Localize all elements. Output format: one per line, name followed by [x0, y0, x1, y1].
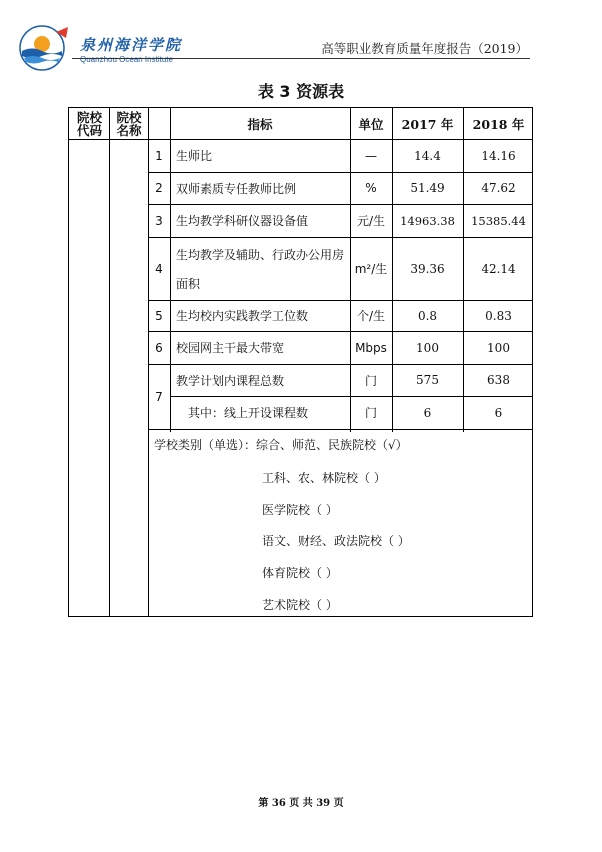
- unit-cell: m²/生: [354, 262, 388, 276]
- school-category-option: 体育院校（ ）: [262, 566, 338, 580]
- unit-cell: —: [365, 148, 377, 163]
- value-2018-cell: 0.83: [485, 308, 512, 323]
- sub-unit-cell: 门: [364, 406, 377, 420]
- indicator-cell: 生师比: [176, 149, 213, 163]
- header-school-code: 院校代码: [76, 110, 102, 138]
- value-2018-cell: 100: [487, 340, 510, 355]
- school-logo-icon: [16, 24, 72, 74]
- school-category-option: 艺术院校（ ）: [262, 598, 338, 612]
- header-school-name: 院校名称: [116, 110, 142, 138]
- school-category-option: 工科、农、林院校（ ）: [262, 471, 386, 485]
- header-2018: 2018 年: [472, 116, 525, 132]
- value-2018-cell: 42.14: [481, 261, 516, 276]
- school-category-option: 语文、财经、政法院校（ ）: [262, 534, 410, 548]
- row-number: 3: [155, 213, 163, 228]
- row-number: 2: [155, 181, 163, 195]
- value-2017-cell: 39.36: [410, 261, 445, 276]
- sub-value-2018-cell: 6: [494, 405, 503, 420]
- row-number: 1: [155, 148, 163, 163]
- page-number: 第 36 页 共 39 页: [258, 798, 344, 809]
- report-title: 高等职业教育质量年度报告（2019）: [321, 41, 528, 56]
- row-number: 6: [155, 340, 163, 355]
- col-divider: [109, 108, 110, 616]
- header-divider: [72, 58, 530, 59]
- value-2017-cell: 575: [416, 373, 439, 387]
- sub-indicator-cell: 其中：线上开设课程数: [188, 406, 309, 420]
- value-2017-cell: 51.49: [410, 181, 445, 195]
- unit-cell: 元/生: [356, 214, 386, 228]
- header-unit: 单位: [358, 116, 384, 132]
- header-2017: 2017 年: [401, 116, 454, 132]
- unit-cell: %: [365, 181, 377, 195]
- row-number: 5: [155, 308, 163, 323]
- header-indicator: 指标: [247, 116, 273, 132]
- unit-cell: 门: [364, 373, 377, 388]
- col-divider: [170, 108, 171, 432]
- school-name-en: Quanzhou Ocean Institute: [80, 55, 173, 64]
- indicator-cell-line2: 面积: [176, 276, 201, 291]
- value-2017-cell: 14.4: [414, 148, 441, 163]
- school-category-label: 学校类别（单选）：综合、师范、民族院校（√）: [154, 438, 408, 452]
- indicator-cell: 生均校内实践教学工位数: [176, 309, 309, 323]
- value-2018-cell: 15385.44: [471, 213, 526, 228]
- indicator-cell: 生均教学科研仪器设备值: [176, 214, 309, 228]
- indicator-cell: 教学计划内课程总数: [176, 373, 285, 388]
- unit-cell: Mbps: [355, 340, 387, 355]
- indicator-cell-line1: 生均教学及辅助、行政办公用房: [176, 247, 345, 262]
- school-name-cn: 泉州海洋学院: [80, 36, 183, 54]
- resource-table: [68, 107, 533, 617]
- indicator-cell: 双师素质专任教师比例: [176, 181, 297, 196]
- value-2018-cell: 638: [487, 373, 510, 387]
- sub-value-2017-cell: 6: [423, 405, 432, 420]
- unit-cell: 个/生: [356, 309, 386, 323]
- row-number: 7: [155, 389, 163, 404]
- row-number: 4: [155, 261, 163, 276]
- value-2018-cell: 47.62: [481, 181, 516, 195]
- row-divider: [148, 429, 532, 430]
- school-category-option: 医学院校（ ）: [262, 503, 338, 517]
- value-2017-cell: 14963.38: [400, 213, 455, 228]
- value-2017-cell: 100: [416, 340, 439, 355]
- table-title: 表 3 资源表: [257, 82, 345, 101]
- value-2018-cell: 14.16: [481, 148, 516, 163]
- indicator-cell: 校园网主干最大带宽: [176, 341, 285, 355]
- value-2017-cell: 0.8: [417, 308, 438, 323]
